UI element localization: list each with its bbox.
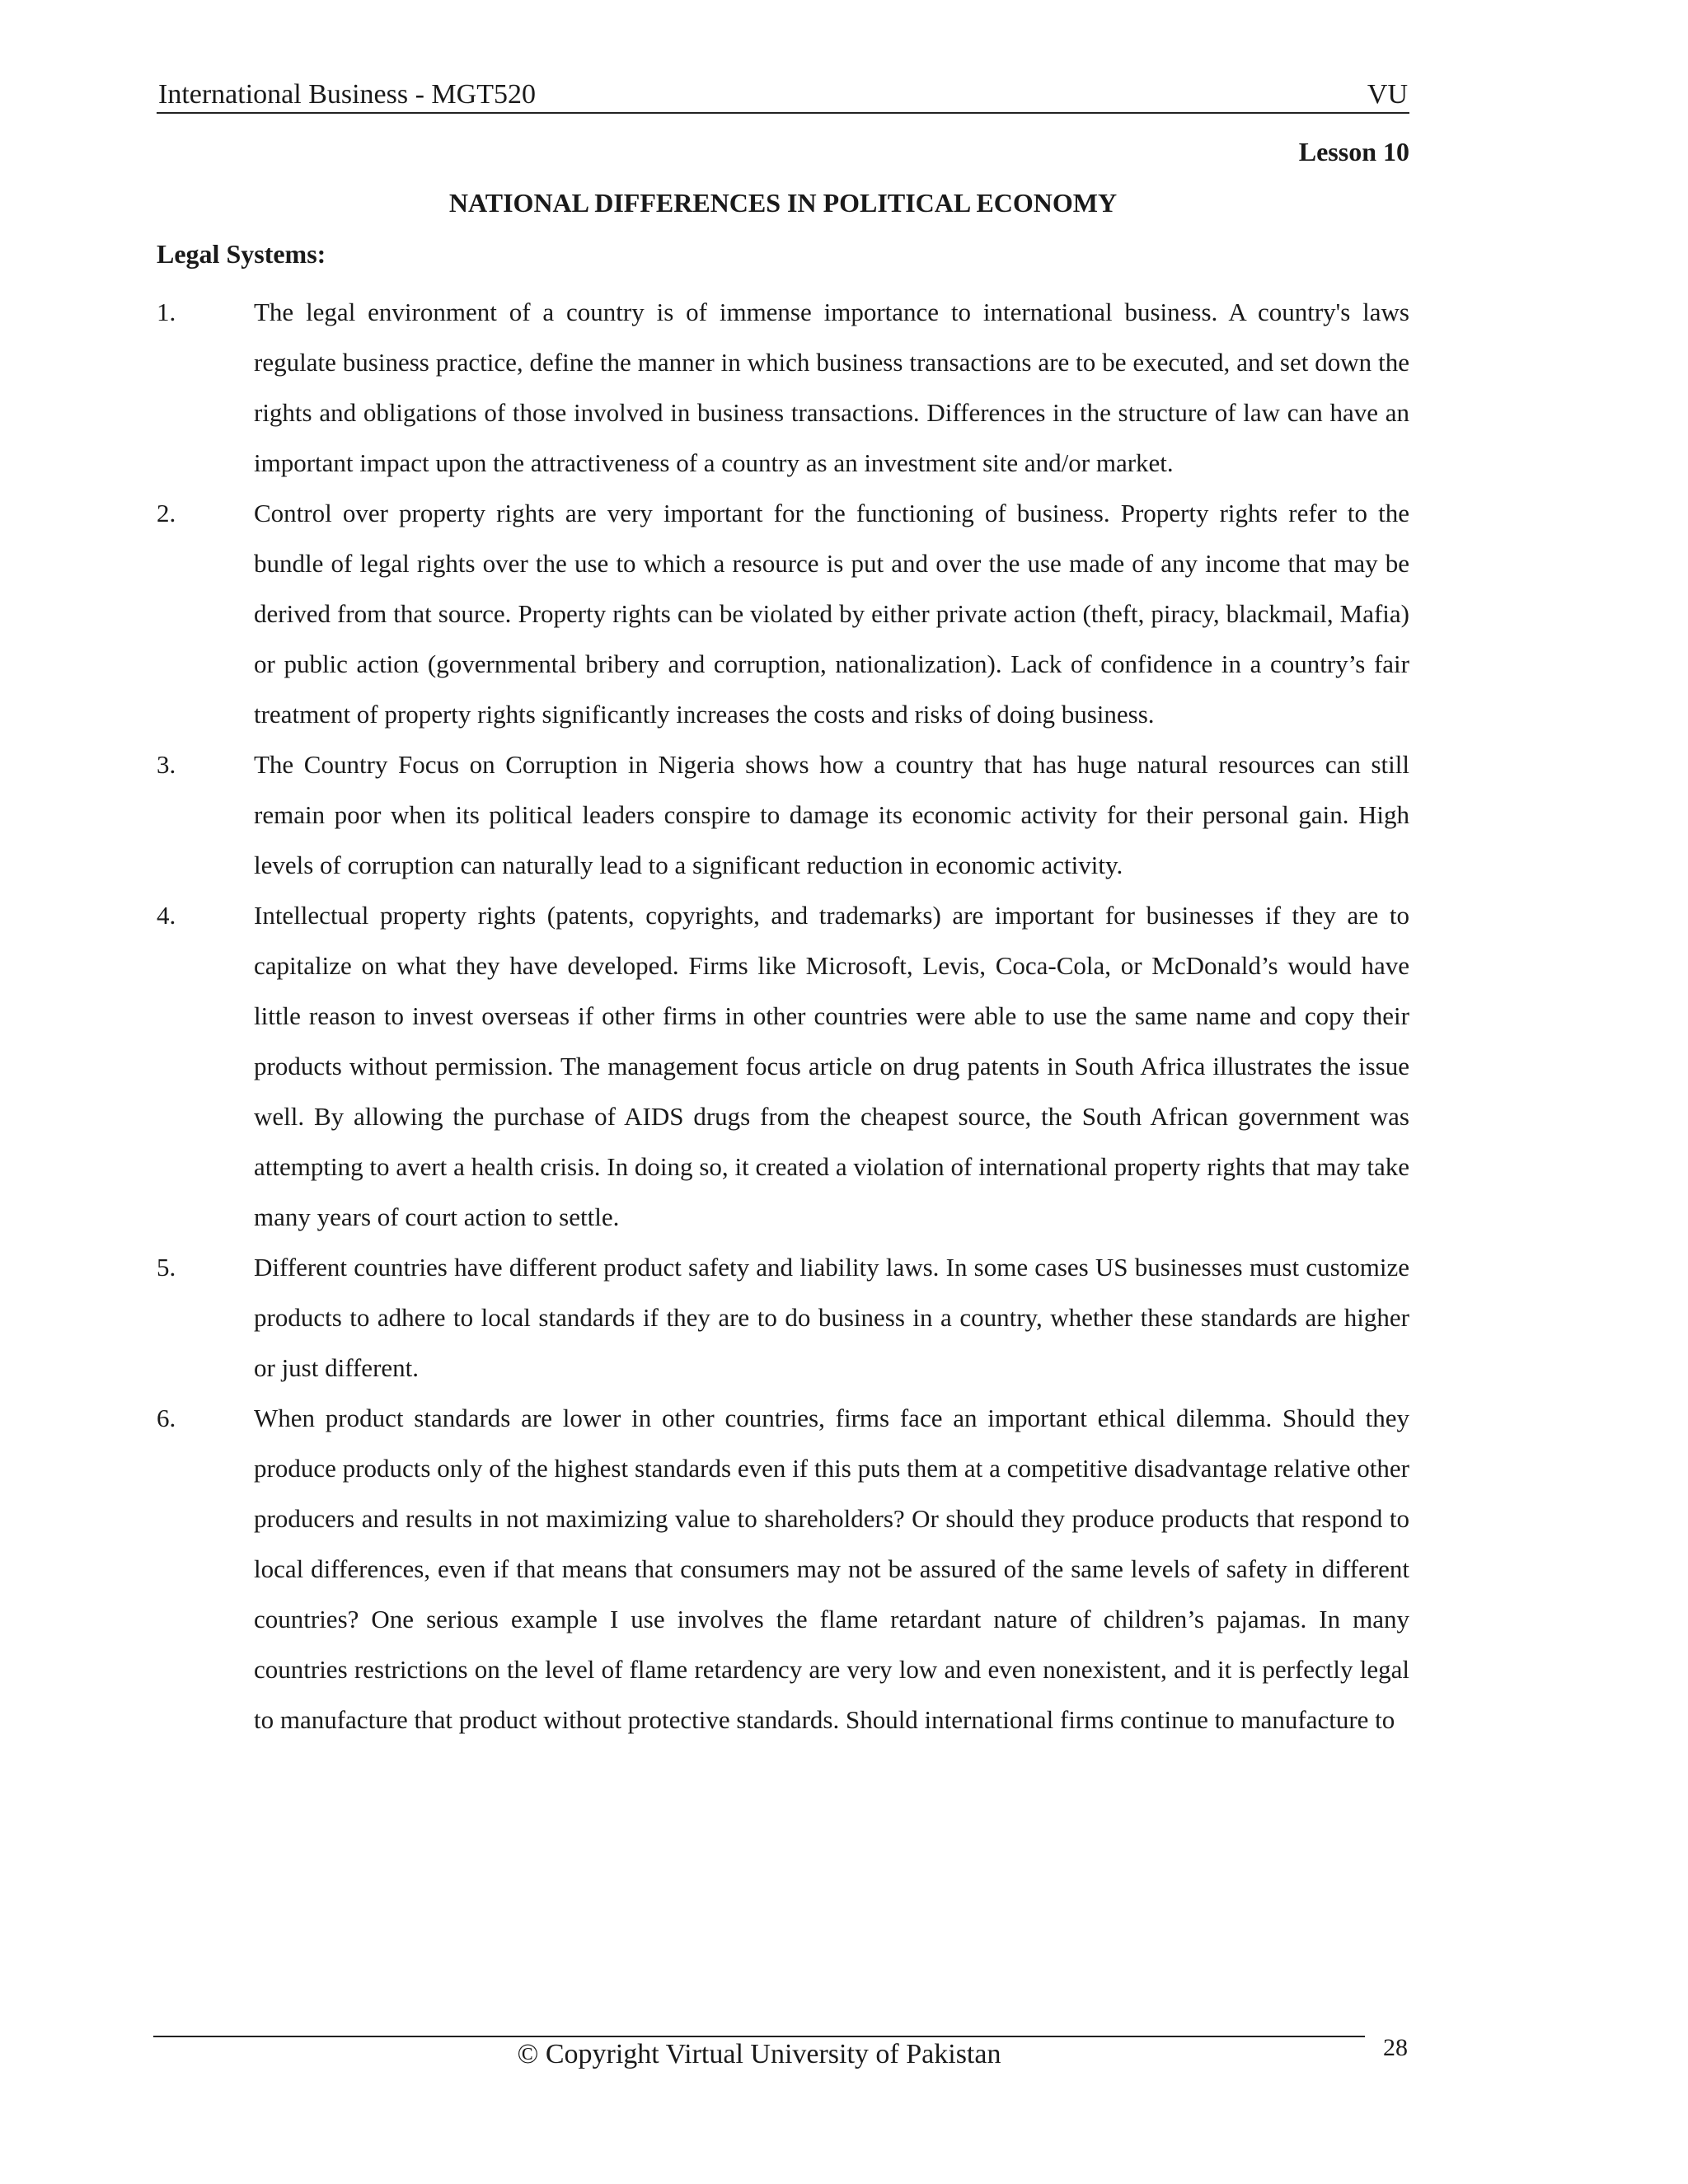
list-item [157,1242,1409,1393]
list-item-number: 6. [157,1404,176,1432]
course-title: International Business - MGT520 [158,79,536,110]
university-abbrev: VU [1367,79,1408,110]
page-title: NATIONAL DIFFERENCES IN POLITICAL ECONOMY [448,188,1118,218]
footer-copyright: © Copyright Virtual University of Pakistan [517,2039,1001,2069]
list-item-number: 3. [157,750,176,779]
list-item [157,287,1409,488]
list-item [157,1393,1409,1745]
numbered-list [157,287,1409,1745]
list-item [157,890,1409,1242]
list-item-text: Intellectual property rights (patents, copyrights, and trademarks) are important for businesses if they are to capitalize on what they have developed. Firms like Microsoft, Levis, Coca-Cola, or McDonald’s would have little reason to invest overseas if other firms in other countries were able to use the same name and copy their products without permission. The management focus article on drug patents in South Africa illustrates the issue well. By allowing the purchase of AIDS drugs from the cheapest source, the South African government was attempting to avert a health crisis. In doing so, it created a violation of international property rights that may take many years of court action to settle. [254,901,1409,1231]
page-header [157,77,1409,114]
list-item [157,488,1409,739]
list-item-number: 5. [157,1253,176,1282]
list-item-number: 2. [157,499,176,527]
list-item [157,739,1409,890]
list-item-text: Different countries have different product safety and liability laws. In some cases US businesses must customize products to adhere to local standards if they are to do business in a country, whether these standards are higher or just different. [254,1253,1409,1382]
list-item-text: The legal environment of a country is of immense importance to international business. A country's laws regulate business practice, define the manner in which business transactions are to be executed, and set down the rights and obligations of those involved in business transactions. Differences in the structure of law can have an important impact upon the attractiveness of a country as an investment site and/or market. [254,298,1409,477]
list-item-text: When product standards are lower in other countries, firms face an important ethical dilemma. Should they produce products only of the highest standards even if this puts them at a competitive disadvantage relative other producers and results in not maximizing value to shareholders? Or should they produce products that respond to local differences, even if that means that consumers may not be assured of the same levels of safety in different countries? One serious example I use involves the flame retardant nature of children’s pajamas. In many countries restrictions on the level of flame retardency are very low and even nonexistent, and it is perfectly legal to manufacture that product without protective standards. Should international firms continue to manufacture to [254,1404,1409,1734]
list-item-text: The Country Focus on Corruption in Nigeria shows how a country that has huge natural resources can still remain poor when its political leaders conspire to damage its economic activity for their personal gain. High levels of corruption can naturally lead to a significant reduction in economic activity. [254,750,1409,879]
page-number: 28 [1383,2034,1408,2061]
list-item-number: 1. [157,298,176,326]
section-heading: Legal Systems: [157,239,326,269]
list-item-text: Control over property rights are very important for the functioning of business. Property rights refer to the bundle of legal rights over the use to which a resource is put and over the use made of any income that may be derived from that source. Property rights can be violated by either private action (theft, piracy, blackmail, Mafia) or public action (governmental bribery and corruption, nationalization). Lack of confidence in a country’s fair treatment of property rights significantly increases the costs and risks of doing business. [254,499,1409,729]
footer-divider [153,2036,1365,2037]
list-item-number: 4. [157,901,176,930]
lesson-label: Lesson 10 [1298,137,1409,166]
